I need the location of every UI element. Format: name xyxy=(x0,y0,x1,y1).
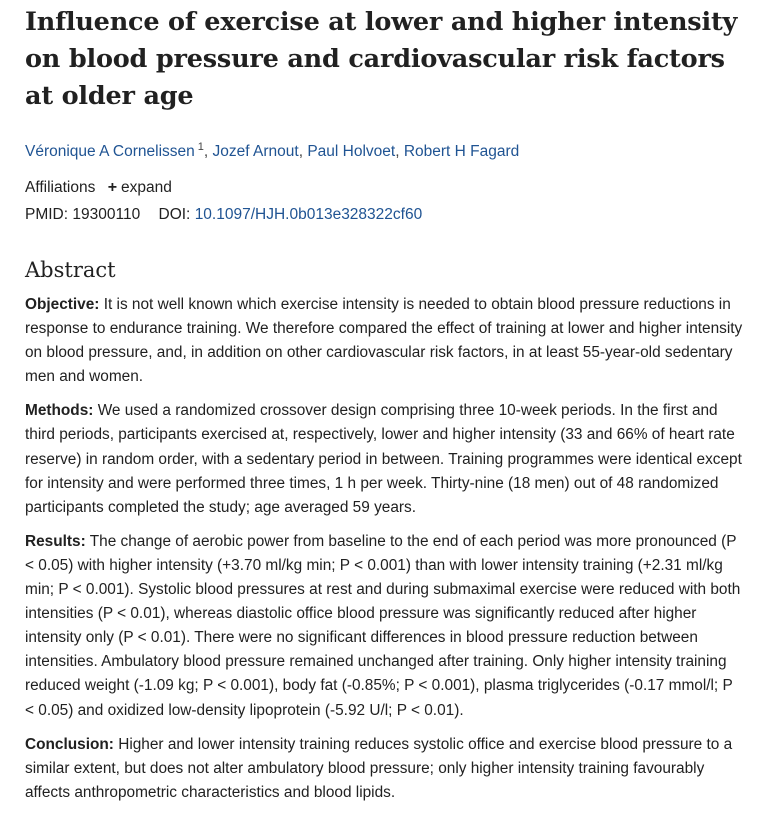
section-label: Conclusion: xyxy=(25,735,114,753)
identifiers-row xyxy=(25,201,745,228)
doi-link[interactable]: 10.1097/HJH.0b013e328322cf60 xyxy=(194,206,423,223)
author-link[interactable]: Jozef Arnout xyxy=(212,143,299,160)
section-label: Methods: xyxy=(25,402,94,420)
affiliations-row xyxy=(25,174,745,201)
pmid-label: PMID: xyxy=(25,206,69,223)
section-label: Results: xyxy=(25,532,86,550)
affiliation-number[interactable]: 1 xyxy=(197,141,204,153)
expand-label: expand xyxy=(121,179,172,196)
expand-affiliations-button[interactable] xyxy=(108,179,172,196)
abstract-heading: Abstract xyxy=(25,258,116,282)
section-label: Objective: xyxy=(25,296,100,313)
affiliations-label: Affiliations xyxy=(25,179,96,196)
abstract-objective xyxy=(25,293,745,389)
author-link[interactable]: Paul Holvoet xyxy=(307,143,396,160)
plus-icon: + xyxy=(107,179,118,196)
pmid-value: 19300110 xyxy=(72,206,141,223)
section-text: It is not well known which exercise intensity is needed to obtain blood pressure reductions in response to endurance training. We therefore compared the effect of training at lower and higher intensity on blood pressure, and, in addition on other cardiovascular risk factors, in at least 55-year-old sedentary men and women. xyxy=(25,296,743,386)
abstract-conclusion xyxy=(25,733,745,805)
article-title: Influence of exercise at lower and higher intensity on blood pressure and cardiovascular risk factors at older age xyxy=(25,7,738,111)
abstract-results xyxy=(25,530,745,723)
author-link[interactable]: Véronique A Cornelissen xyxy=(25,143,195,160)
section-text: Higher and lower intensity training reduces systolic office and exercise blood pressure to a similar extent, but does not alter ambulatory blood pressure; only higher intensity training favourably affects anthropometric characteristics and blood lipids. xyxy=(25,735,733,801)
author-list: Véronique A Cornelissen $^1$, Jozef Arnout, Paul Holvoet, Robert H Fagard xyxy=(25,141,520,160)
author-link[interactable]: Robert H Fagard xyxy=(403,143,520,160)
doi-label: DOI: xyxy=(158,206,191,223)
section-text: We used a randomized crossover design comprising three 10-week periods. In the first and third periods, participants exercised at, respectively, lower and higher intensity (33 and 66% of heart rate reserve) in random order, with a sedentary period in between. Training programmes were identical except for intensity and were performed three times, 1 h per week. Thirty-nine (18 men) out of 48 randomized participants completed the study; age averaged 59 years. xyxy=(25,402,742,516)
section-text: The change of aerobic power from baseline to the end of each period was more pronounced (P < 0.05) with higher intensity (+3.70 ml/kg min; P < 0.001) than with lower intensity training (+2.31 ml/kg min; P < 0.001). Systolic blood pressures at rest and during submaximal exercise were reduced with both intensities (P < 0.01), whereas diastolic office blood pressure was significantly reduced after higher intensity only (P < 0.01). There were no significant differences in blood pressure reduction between intensities. Ambulatory blood pressure remained unchanged after training. Only higher intensity training reduced weight (-1.09 kg; P < 0.001), body fat (-0.85%; P < 0.001), plasma triglycerides (-0.17 mmol/l; P < 0.05) and oxidized low-density lipoprotein (-5.92 U/l; P < 0.01). xyxy=(25,532,741,719)
abstract-methods xyxy=(25,399,745,519)
article-container xyxy=(25,0,745,805)
